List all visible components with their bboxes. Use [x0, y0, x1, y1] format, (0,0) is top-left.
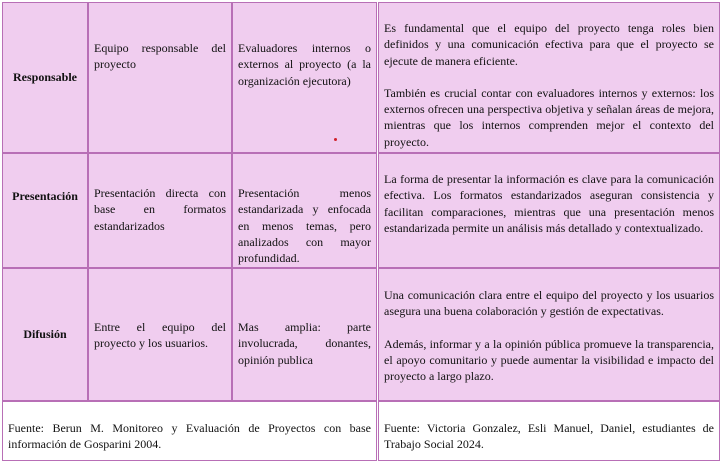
- row-label-text: Difusión: [23, 327, 67, 342]
- cell-text: Entre el equipo del proyecto y los usuarios.: [94, 320, 226, 351]
- cell-difusion-col2: [232, 268, 377, 401]
- cell-responsable-col3: [378, 2, 720, 153]
- footer-source-left: [2, 401, 377, 461]
- cell-paragraph: Una comunicación clara entre el equipo del proyecto y los usuarios asegura una buena colaboración y gestión de expectativas.: [384, 288, 714, 319]
- cell-paragraph: Además, informar y a la opinión pública promueve la transparencia, el apoyo comunitario y puede aumentar la visibilidad e impacto del proyecto a largo plazo.: [384, 336, 714, 384]
- source-text: Fuente: Berun M. Monitoreo y Evaluación de Proyectos con base información de Gosparini 2004.: [8, 421, 371, 452]
- cell-text: Evaluadores internos o externos al proyecto (a la organización ejecutora): [238, 41, 371, 88]
- cell-paragraph: También es crucial contar con evaluadores internos y externos: los externos ofrecen una perspectiva objetiva y señalan áreas de mejora, mientras que los internos comprenden mejor el contexto del proyecto.: [384, 85, 714, 149]
- footer-source-right: [378, 401, 720, 461]
- cell-presentacion-col3: [378, 153, 720, 268]
- cell-difusion-col3: [378, 268, 720, 401]
- cell-text: Presentación directa con base en formatos estandarizados: [94, 186, 226, 233]
- cell-text: Presentación menos estandarizada y enfocada en menos temas, pero analizados con mayor profundidad.: [238, 186, 371, 266]
- cell-presentacion-col2: [232, 153, 377, 268]
- row-label-difusion: [2, 268, 88, 401]
- source-text: Fuente: Victoria Gonzalez, Esli Manuel, Daniel, estudiantes de Trabajo Social 2024.: [384, 421, 714, 452]
- cell-paragraph: Es fundamental que el equipo del proyecto tenga roles bien definidos y una comunicación efectiva para que el proyecto se ejecute de manera eficiente.: [384, 21, 714, 68]
- cell-presentacion-col1: [88, 153, 232, 268]
- cell-paragraph: La forma de presentar la información es clave para la comunicación efectiva. Los formatos estandarizados aseguran consistencia y facilitan comparaciones, mientras que una presentación menos estandarizada permite un análisis más detallado y contextualizado.: [384, 172, 714, 235]
- red-dot-mark: [334, 138, 337, 141]
- cell-difusion-col1: [88, 268, 232, 401]
- cell-text: Mas amplia: parte involucrada, donantes, opinión publica: [238, 320, 371, 367]
- row-label-responsable: [2, 2, 88, 153]
- cell-text: Equipo responsable del proyecto: [94, 41, 226, 72]
- cell-responsable-col2: [232, 2, 377, 153]
- row-label-text: Presentación: [12, 189, 78, 203]
- row-label-text: Responsable: [12, 70, 77, 85]
- row-label-presentacion: [2, 153, 88, 268]
- cell-responsable-col1: [88, 2, 232, 153]
